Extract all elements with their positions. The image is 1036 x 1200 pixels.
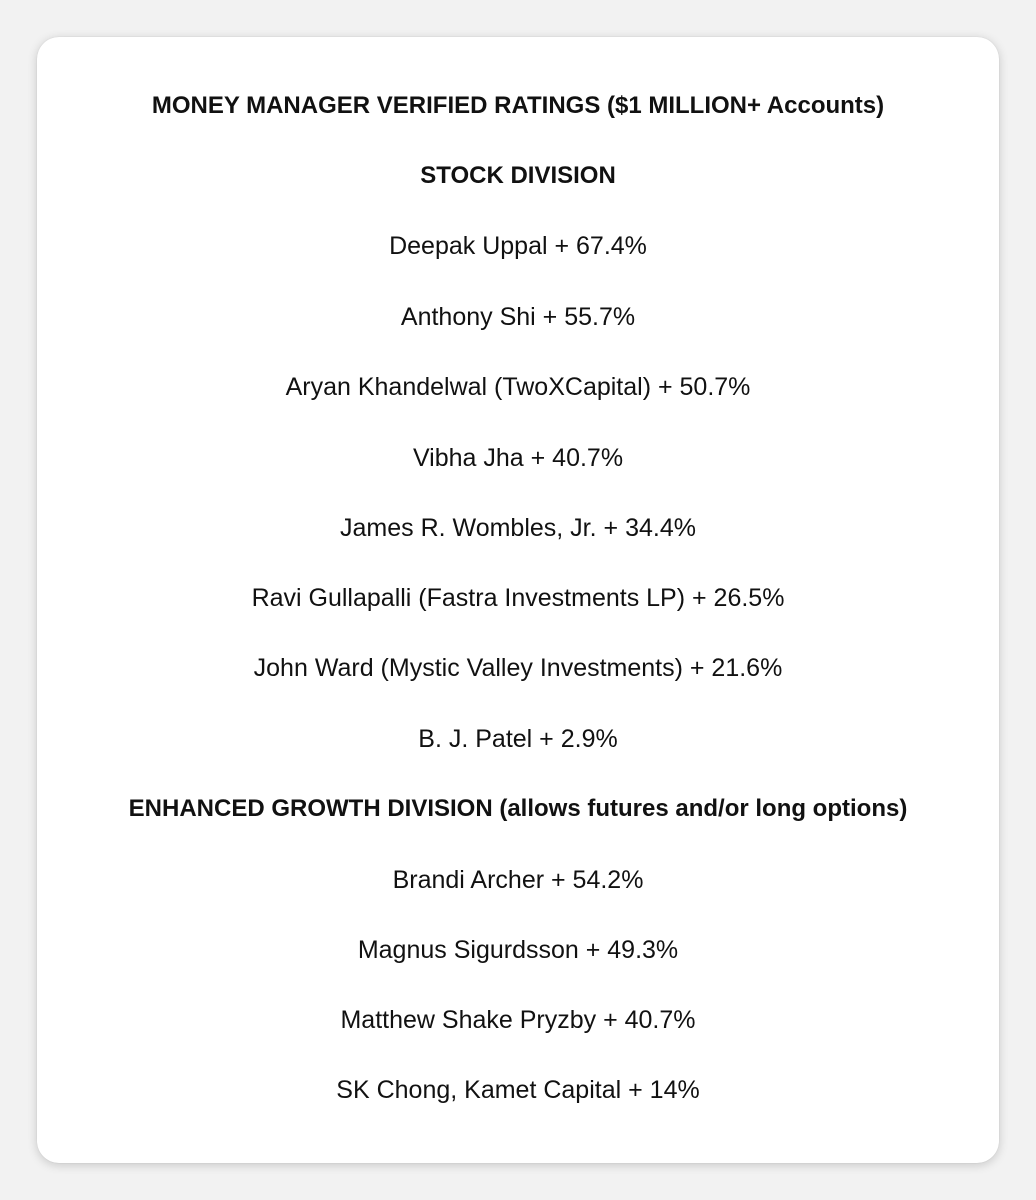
enhanced-growth-entry: Magnus Sigurdsson + 49.3% [357,936,679,964]
enhanced-growth-entry: SK Chong, Kamet Capital + 14% [336,1076,700,1104]
stock-entry: Aryan Khandelwal (TwoXCapital) + 50.7% [285,373,751,401]
stock-division-heading: STOCK DIVISION [420,162,616,189]
ratings-title: MONEY MANAGER VERIFIED RATINGS ($1 MILLION+ Accounts) [151,92,885,119]
stock-entry: Anthony Shi + 55.7% [400,303,636,331]
stock-entry: Ravi Gullapalli (Fastra Investments LP) + 26.5% [251,584,785,612]
stock-entry: Vibha Jha + 40.7% [412,444,624,472]
enhanced-growth-entry: Matthew Shake Pryzby + 40.7% [340,1006,696,1034]
stock-entry: James R. Wombles, Jr. + 34.4% [340,514,696,542]
stock-entry: B. J. Patel + 2.9% [418,725,618,753]
enhanced-growth-entry: Brandi Archer + 54.2% [392,866,644,894]
stock-entry: John Ward (Mystic Valley Investments) + 21.6% [253,654,783,682]
stock-entry: Deepak Uppal + 67.4% [389,232,647,260]
enhanced-growth-division-heading: ENHANCED GROWTH DIVISION (allows futures and/or long options) [128,795,908,822]
ratings-card [37,37,999,1163]
